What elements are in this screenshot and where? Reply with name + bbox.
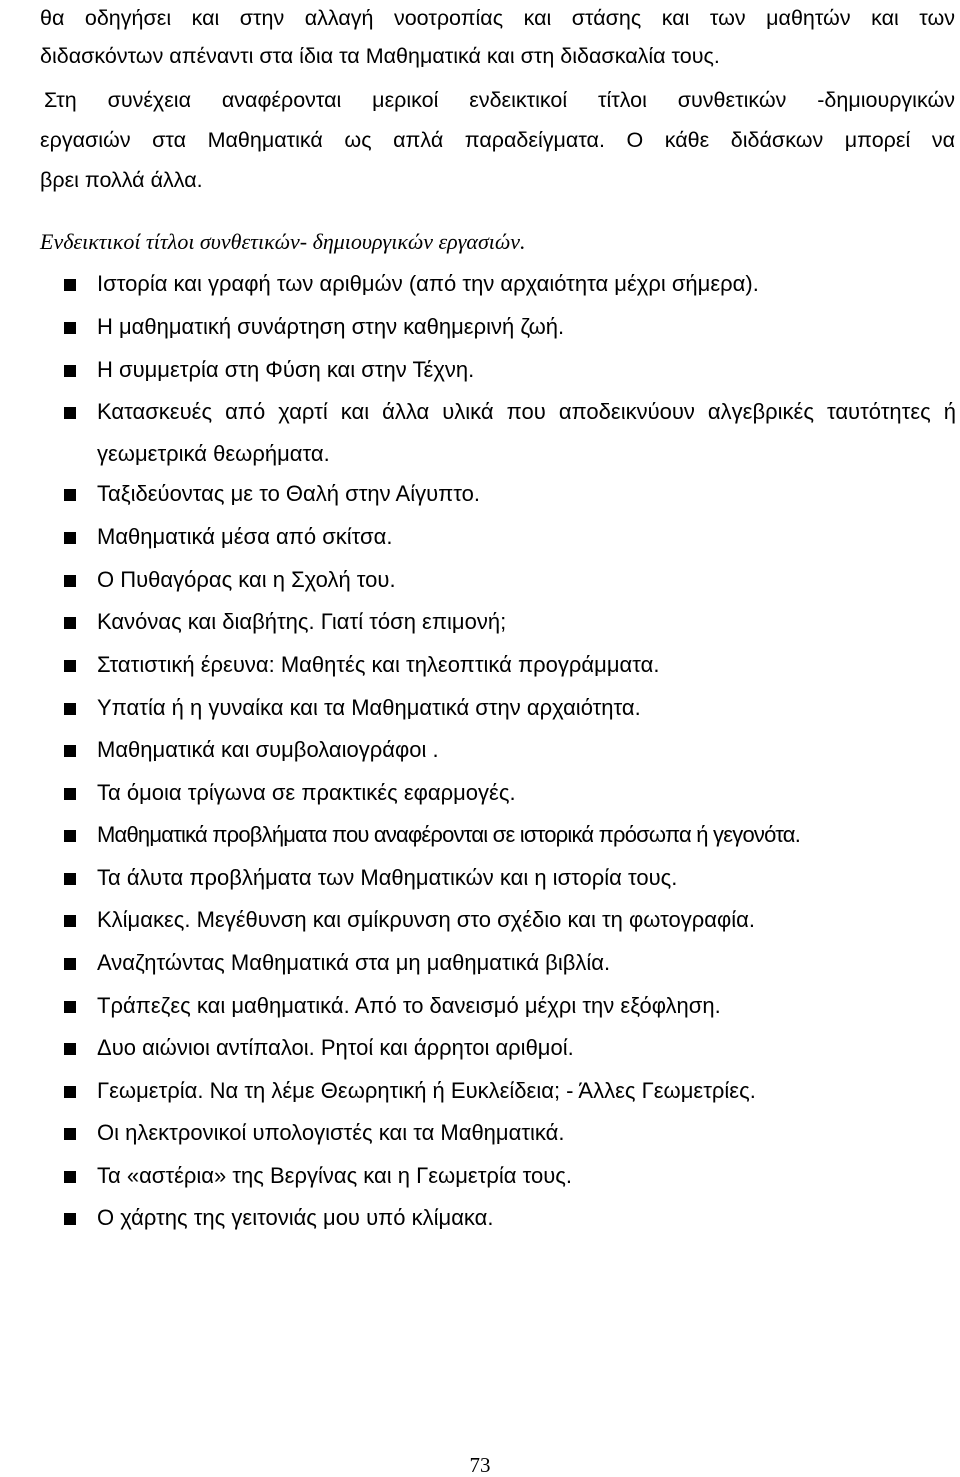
list-item-text: Κλίμακες. Μεγέθυνση και σμίκρυνση στο σχέδιο και τη φωτογραφία. [97, 907, 755, 932]
square-bullet-icon [64, 915, 76, 927]
square-bullet-icon [64, 617, 76, 629]
list-item-text: Αναζητώντας Μαθηματικά στα μη μαθηματικά βιβλία. [97, 950, 611, 975]
list-item-text: Οι ηλεκτρονικοί υπολογιστές και τα Μαθηματικά. [97, 1120, 565, 1145]
square-bullet-icon [64, 322, 76, 334]
square-bullet-icon [64, 958, 76, 970]
list-item-text: Τα όμοια τρίγωνα σε πρακτικές εφαρμογές. [97, 780, 516, 805]
intro-line: εργασιών στα Μαθηματικά ως απλά παραδείγματα. Ο κάθε διδάσκων μπορεί να [40, 128, 955, 152]
list-item-text: Υπατία ή η γυναίκα και τα Μαθηματικά στην αρχαιότητα. [97, 695, 641, 720]
list-item-text: Η μαθηματική συνάρτηση στην καθημερινή ζωή. [97, 314, 565, 339]
list-item-text: Μαθηματικά μέσα από σκίτσα. [97, 524, 393, 549]
list-item-text: Ιστορία και γραφή των αριθμών (από την αρχαιότητα μέχρι σήμερα). [97, 271, 759, 296]
list-item-text: Στατιστική έρευνα: Μαθητές και τηλεοπτικά προγράμματα. [97, 652, 660, 677]
page-number: 73 [469, 1453, 491, 1477]
square-bullet-icon [64, 1086, 76, 1098]
list-item-text: Τα «αστέρια» της Βεργίνας και η Γεωμετρία τους. [97, 1163, 572, 1188]
list-item-text: Γεωμετρία. Να τη λέμε Θεωρητική ή Ευκλείδεια; - Άλλες Γεωμετρίες. [97, 1078, 756, 1103]
list-item-text: Δυο αιώνιοι αντίπαλοι. Ρητοί και άρρητοι αριθμοί. [97, 1035, 574, 1060]
list-item-text: Μαθηματικά προβλήματα που αναφέρονται σε ιστορικά πρόσωπα ή γεγονότα. [97, 822, 801, 847]
square-bullet-icon [64, 1043, 76, 1055]
square-bullet-icon [64, 279, 76, 291]
square-bullet-icon [64, 532, 76, 544]
square-bullet-icon [64, 489, 76, 501]
list-item-text: Μαθηματικά και συμβολαιογράφοι . [97, 737, 439, 762]
intro-line: βρει πολλά άλλα. [40, 168, 203, 192]
list-item-text: Ταξιδεύοντας με το Θαλή στην Αίγυπτο. [97, 481, 481, 506]
square-bullet-icon [64, 1213, 76, 1225]
square-bullet-icon [64, 575, 76, 587]
intro-line: θα οδηγήσει και στην αλλαγή νοοτροπίας και στάσης και των μαθητών και των [40, 6, 955, 30]
intro-line: Στη συνέχεια αναφέρονται μερικοί ενδεικτικοί τίτλοι συνθετικών -δημιουργικών [44, 88, 955, 112]
square-bullet-icon [64, 1001, 76, 1013]
square-bullet-icon [64, 788, 76, 800]
square-bullet-icon [64, 1171, 76, 1183]
list-item-text: Κατασκευές από χαρτί και άλλα υλικά που αποδεικνύουν αλγεβρικές ταυτότητες ή γεωμετρικά θεωρήματα. [97, 399, 956, 466]
intro-line: διδασκόντων απέναντι στα ίδια τα Μαθηματικά και στη διδασκαλία τους. [40, 44, 720, 68]
square-bullet-icon [64, 873, 76, 885]
list-item-text: Η συμμετρία στη Φύση και στην Τέχνη. [97, 357, 475, 382]
square-bullet-icon [64, 365, 76, 377]
square-bullet-icon [64, 1128, 76, 1140]
list-item-text: Τα άλυτα προβλήματα των Μαθηματικών και η ιστορία τους. [97, 865, 678, 890]
square-bullet-icon [64, 407, 76, 419]
square-bullet-icon [64, 703, 76, 715]
square-bullet-icon [64, 660, 76, 672]
list-item-text: Ο χάρτης της γειτονιάς μου υπό κλίμακα. [97, 1205, 494, 1230]
list-item-text: Τράπεζες και μαθηματικά. Από το δανεισμό μέχρι την εξόφληση. [97, 993, 721, 1018]
list-item-text: Ο Πυθαγόρας και η Σχολή του. [97, 567, 396, 592]
list-item-text: Κανόνας και διαβήτης. Γιατί τόση επιμονή; [97, 609, 507, 634]
list-heading: Ενδεικτικοί τίτλοι συνθετικών- δημιουργικών εργασιών. [40, 229, 526, 254]
square-bullet-icon [64, 830, 76, 842]
square-bullet-icon [64, 745, 76, 757]
